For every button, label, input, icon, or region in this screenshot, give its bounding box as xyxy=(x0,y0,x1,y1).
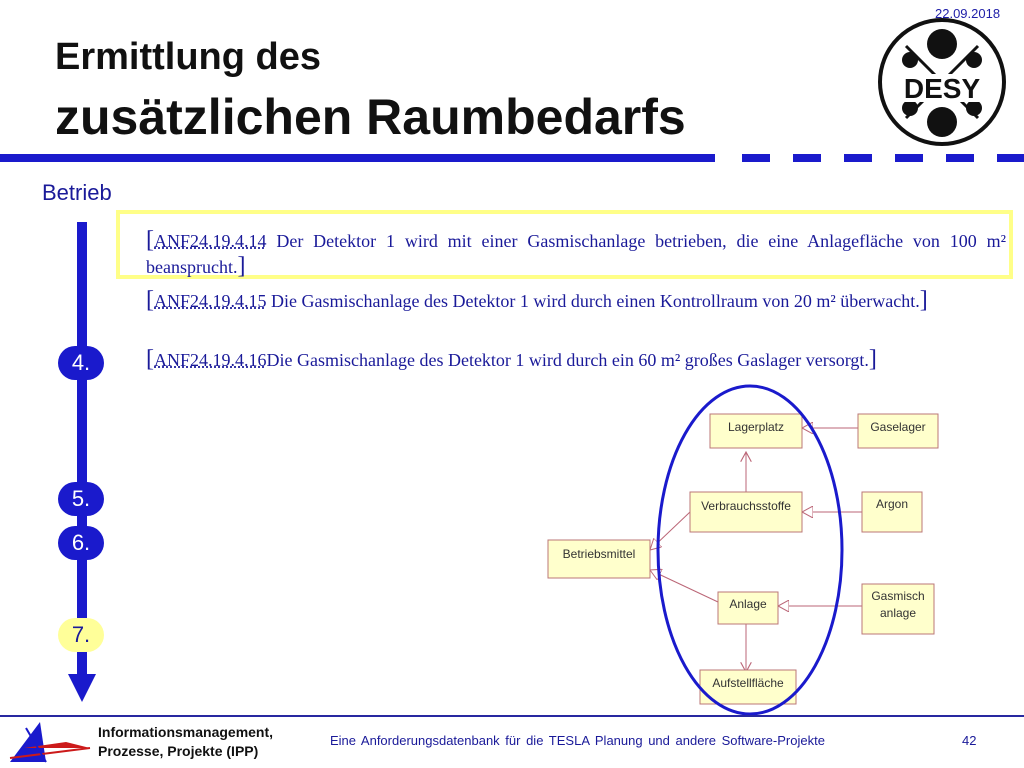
requirement-1-id[interactable]: ANF24.19.4.14 xyxy=(154,231,267,251)
svg-text:Argon: Argon xyxy=(875,497,909,511)
requirement-1: [ANF24.19.4.14 Der Detektor 1 wird mit einer Gasmischanlage betrieben, die eine Anlagefläche von 100 m² beansprucht.] xyxy=(146,227,1006,279)
footer-org-line1: Informationsmanagement, xyxy=(98,724,274,740)
title-rule-dash xyxy=(997,154,1024,162)
footer-text: Eine Anforderungsdatenbank für die TESLA Planung und andere Software-Projekte xyxy=(330,733,825,748)
slide-title-line1: Ermittlung des xyxy=(55,36,322,78)
slide-date: 22.09.2018 xyxy=(935,6,1001,21)
step-badge-5[interactable]: 5. xyxy=(58,482,104,516)
requirement-3: [ANF24.19.4.16Die Gasmischanlage des Detektor 1 wird durch ein 60 m² großes Gaslager versorgt.] xyxy=(146,346,877,372)
class-diagram xyxy=(530,380,1000,720)
node-betriebsmittel xyxy=(548,540,650,578)
desy-logo xyxy=(876,16,1008,148)
requirement-1-text: Der Detektor 1 wird mit einer Gasmischanlage betrieben, die eine Anlagefläche von 100 m² beansprucht. xyxy=(146,231,1006,277)
svg-text:Gaselager: Gaselager xyxy=(870,420,926,434)
svg-text:anlage: anlage xyxy=(879,606,917,620)
node-verbrauchsstoffe xyxy=(690,492,802,532)
node-gasmischanlage xyxy=(862,584,934,634)
ipp-logo xyxy=(6,718,94,766)
desy-logo-text: DESY xyxy=(903,73,981,104)
step-badge-7[interactable]: 7. xyxy=(58,618,104,652)
edge-verbrauchsstoffe-betriebsmittel xyxy=(650,512,690,550)
requirement-2: [ANF24.19.4.15 Die Gasmischanlage des Detektor 1 wird durch einen Kontrollraum von 20 m² überwacht.] xyxy=(146,287,928,313)
svg-text:Aufstellfläche: Aufstellfläche xyxy=(712,676,784,690)
node-anlage xyxy=(718,592,778,624)
title-rule-dash xyxy=(793,154,821,162)
svg-text:Gasmisch: Gasmisch xyxy=(871,589,925,603)
requirement-3-id[interactable]: ANF24.19.4.16 xyxy=(154,350,267,370)
requirement-3-text: Die Gasmischanlage des Detektor 1 wird durch ein 60 m² großes Gaslager versorgt. xyxy=(266,350,869,370)
title-rule xyxy=(0,154,715,162)
svg-text:Verbrauchsstoffe: Verbrauchsstoffe xyxy=(701,499,791,513)
svg-text:Betriebsmittel: Betriebsmittel xyxy=(562,547,636,561)
title-rule-dash xyxy=(844,154,872,162)
requirement-2-id[interactable]: ANF24.19.4.15 xyxy=(154,291,267,311)
node-gaselager xyxy=(858,414,938,448)
svg-text:Anlage: Anlage xyxy=(729,597,767,611)
title-rule-dash xyxy=(946,154,974,162)
svg-text:Lagerplatz: Lagerplatz xyxy=(727,420,785,434)
footer-org-line2: Prozesse, Projekte (IPP) xyxy=(98,743,259,759)
section-label: Betrieb xyxy=(42,180,112,205)
requirement-2-text: Die Gasmischanlage des Detektor 1 wird durch einen Kontrollraum von 20 m² überwacht. xyxy=(271,291,920,311)
title-rule-dash xyxy=(742,154,770,162)
title-rule-dash xyxy=(895,154,923,162)
node-aufstellflaeche xyxy=(700,670,796,704)
node-lagerplatz xyxy=(710,414,802,448)
node-argon xyxy=(862,492,922,532)
slide-title-line2: zusätzlichen Raumbedarfs xyxy=(55,89,686,145)
page-number: 42 xyxy=(962,733,977,748)
step-badge-4[interactable]: 4. xyxy=(58,346,104,380)
footer-rule xyxy=(0,715,1024,717)
step-badge-6[interactable]: 6. xyxy=(58,526,104,560)
